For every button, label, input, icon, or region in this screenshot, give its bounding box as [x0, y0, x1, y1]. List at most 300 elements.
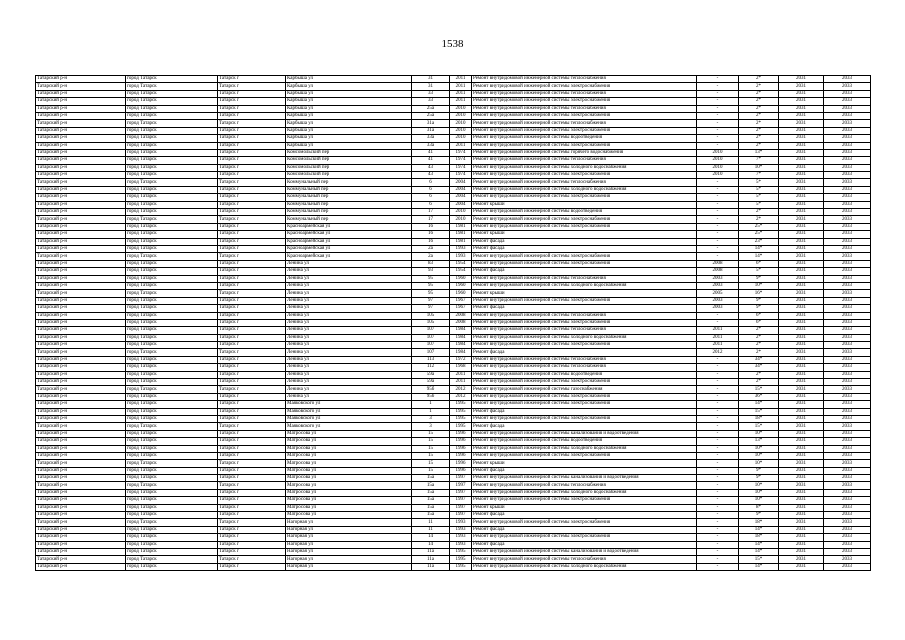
- cell-last-repair-year: 2010: [697, 164, 739, 171]
- cell-build-year: 1995: [450, 556, 472, 563]
- cell-work-type: Ремонт фасада: [472, 305, 697, 312]
- cell-work-type: Ремонт внутридомовой инженерной системы водоотведения: [472, 371, 697, 378]
- cell-house-number: 15а: [412, 475, 450, 482]
- cell-locality: Татарск г: [218, 327, 286, 334]
- cell-district: Татарский р-н: [36, 364, 126, 371]
- cell-locality: Татарск г: [218, 290, 286, 297]
- table-row: [36, 549, 871, 556]
- cell-last-repair-year: 2003: [697, 275, 739, 282]
- cell-plan-end: 2033: [824, 393, 871, 400]
- cell-work-type: Ремонт внутридомовой инженерной системы электроснабжения: [472, 497, 697, 504]
- cell-locality: Татарск г: [218, 149, 286, 156]
- cell-plan-end: 2033: [824, 445, 871, 452]
- cell-district: Татарский р-н: [36, 186, 126, 193]
- cell-district: Татарский р-н: [36, 164, 126, 171]
- cell-settlement: город Татарск: [126, 98, 218, 105]
- table-row: [36, 76, 871, 83]
- cell-settlement: город Татарск: [126, 460, 218, 467]
- cell-plan-end: 2033: [824, 334, 871, 341]
- cell-wear: 2*: [739, 127, 779, 134]
- cell-street: Коммунальный пер: [286, 209, 412, 216]
- table-row: [36, 563, 871, 570]
- cell-district: Татарский р-н: [36, 260, 126, 267]
- cell-wear: 18*: [739, 415, 779, 422]
- cell-locality: Татарск г: [218, 112, 286, 119]
- cell-wear: 6*: [739, 319, 779, 326]
- cell-plan-end: 2033: [824, 223, 871, 230]
- cell-house-number: 43: [412, 164, 450, 171]
- cell-house-number: 6: [412, 179, 450, 186]
- table-row: [36, 556, 871, 563]
- table-row: [36, 364, 871, 371]
- cell-plan-end: 2033: [824, 401, 871, 408]
- cell-district: Татарский р-н: [36, 135, 126, 142]
- table-row: [36, 268, 871, 275]
- cell-district: Татарский р-н: [36, 475, 126, 482]
- cell-plan-end: 2033: [824, 349, 871, 356]
- cell-wear: 9*: [739, 305, 779, 312]
- cell-build-year: 1997: [450, 482, 472, 489]
- cell-plan-end: 2033: [824, 172, 871, 179]
- cell-work-type: Ремонт фасада: [472, 349, 697, 356]
- cell-street: Коммунальный пер: [286, 201, 412, 208]
- cell-plan-end: 2033: [824, 504, 871, 511]
- cell-wear: 5*: [739, 201, 779, 208]
- cell-plan-end: 2033: [824, 290, 871, 297]
- cell-last-repair-year: 2008: [697, 268, 739, 275]
- cell-last-repair-year: -: [697, 379, 739, 386]
- cell-wear: 2*: [739, 83, 779, 90]
- cell-last-repair-year: -: [697, 452, 739, 459]
- cell-work-type: Ремонт внутридомовой инженерной системы электроснабжения: [472, 401, 697, 408]
- cell-house-number: 11: [412, 526, 450, 533]
- cell-build-year: 2008: [450, 319, 472, 326]
- cell-street: Ленина ул: [286, 356, 412, 363]
- cell-build-year: 1974: [450, 164, 472, 171]
- cell-house-number: 105: [412, 319, 450, 326]
- table-row: [36, 526, 871, 533]
- cell-locality: Татарск г: [218, 297, 286, 304]
- cell-street: Матросова ул: [286, 438, 412, 445]
- table-row: [36, 83, 871, 90]
- cell-settlement: город Татарск: [126, 482, 218, 489]
- cell-plan-start: 2031: [779, 534, 824, 541]
- cell-work-type: Ремонт крыши: [472, 460, 697, 467]
- cell-plan-start: 2031: [779, 216, 824, 223]
- cell-district: Татарский р-н: [36, 371, 126, 378]
- cell-last-repair-year: -: [697, 90, 739, 97]
- cell-build-year: 1995: [450, 415, 472, 422]
- cell-settlement: город Татарск: [126, 149, 218, 156]
- cell-settlement: город Татарск: [126, 452, 218, 459]
- cell-locality: Татарск г: [218, 549, 286, 556]
- cell-wear: 8*: [739, 504, 779, 511]
- cell-last-repair-year: -: [697, 504, 739, 511]
- cell-settlement: город Татарск: [126, 497, 218, 504]
- table-row: [36, 452, 871, 459]
- cell-settlement: город Татарск: [126, 275, 218, 282]
- cell-house-number: 6: [412, 194, 450, 201]
- cell-wear: 13*: [739, 438, 779, 445]
- cell-house-number: 95б: [412, 386, 450, 393]
- cell-work-type: Ремонт внутридомовой инженерной системы электроснабжения: [472, 393, 697, 400]
- cell-street: Матросова ул: [286, 482, 412, 489]
- cell-plan-end: 2033: [824, 386, 871, 393]
- table-row: [36, 135, 871, 142]
- cell-last-repair-year: 2011: [697, 334, 739, 341]
- cell-plan-end: 2033: [824, 120, 871, 127]
- table-row: [36, 327, 871, 334]
- cell-plan-start: 2031: [779, 135, 824, 142]
- cell-locality: Татарск г: [218, 415, 286, 422]
- cell-build-year: 2010: [450, 120, 472, 127]
- cell-district: Татарский р-н: [36, 482, 126, 489]
- cell-plan-end: 2033: [824, 216, 871, 223]
- cell-wear: 15*: [739, 386, 779, 393]
- cell-settlement: город Татарск: [126, 349, 218, 356]
- cell-locality: Татарск г: [218, 556, 286, 563]
- cell-district: Татарский р-н: [36, 319, 126, 326]
- cell-district: Татарский р-н: [36, 201, 126, 208]
- cell-settlement: город Татарск: [126, 245, 218, 252]
- cell-street: Комсомольский пер: [286, 157, 412, 164]
- table-row: [36, 164, 871, 171]
- cell-plan-start: 2031: [779, 379, 824, 386]
- cell-plan-end: 2033: [824, 423, 871, 430]
- cell-street: Карбыша ул: [286, 112, 412, 119]
- cell-locality: Татарск г: [218, 98, 286, 105]
- cell-house-number: 2а: [412, 245, 450, 252]
- cell-settlement: город Татарск: [126, 216, 218, 223]
- cell-district: Татарский р-н: [36, 393, 126, 400]
- cell-build-year: 1997: [450, 512, 472, 519]
- cell-street: Ленина ул: [286, 393, 412, 400]
- table-row: [36, 157, 871, 164]
- cell-house-number: 15а: [412, 512, 450, 519]
- cell-house-number: 3: [412, 423, 450, 430]
- cell-settlement: город Татарск: [126, 83, 218, 90]
- cell-plan-end: 2033: [824, 231, 871, 238]
- cell-house-number: 113: [412, 356, 450, 363]
- cell-plan-start: 2031: [779, 386, 824, 393]
- cell-locality: Татарск г: [218, 282, 286, 289]
- cell-settlement: город Татарск: [126, 105, 218, 112]
- cell-build-year: 2004: [450, 201, 472, 208]
- cell-last-repair-year: -: [697, 201, 739, 208]
- cell-plan-end: 2033: [824, 253, 871, 260]
- table-row: [36, 245, 871, 252]
- cell-work-type: Ремонт фасада: [472, 268, 697, 275]
- cell-district: Татарский р-н: [36, 142, 126, 149]
- cell-settlement: город Татарск: [126, 519, 218, 526]
- table-row: [36, 534, 871, 541]
- cell-plan-start: 2031: [779, 231, 824, 238]
- cell-build-year: 2011: [450, 379, 472, 386]
- cell-locality: Татарск г: [218, 142, 286, 149]
- cell-work-type: Ремонт крыши: [472, 201, 697, 208]
- cell-wear: 10*: [739, 460, 779, 467]
- cell-work-type: Ремонт внутридомовой инженерной системы водоотведения: [472, 438, 697, 445]
- cell-house-number: 15: [412, 430, 450, 437]
- cell-wear: 14*: [739, 563, 779, 570]
- cell-plan-start: 2031: [779, 489, 824, 496]
- cell-plan-start: 2031: [779, 504, 824, 511]
- cell-district: Татарский р-н: [36, 223, 126, 230]
- cell-settlement: город Татарск: [126, 475, 218, 482]
- cell-last-repair-year: -: [697, 423, 739, 430]
- cell-last-repair-year: -: [697, 253, 739, 260]
- cell-house-number: 95: [412, 275, 450, 282]
- cell-house-number: 107: [412, 334, 450, 341]
- cell-house-number: 97: [412, 305, 450, 312]
- cell-plan-start: 2031: [779, 90, 824, 97]
- cell-last-repair-year: -: [697, 120, 739, 127]
- cell-plan-start: 2031: [779, 371, 824, 378]
- cell-build-year: 1996: [450, 438, 472, 445]
- cell-district: Татарский р-н: [36, 282, 126, 289]
- cell-plan-end: 2033: [824, 76, 871, 83]
- cell-wear: 18*: [739, 534, 779, 541]
- table-row: [36, 290, 871, 297]
- cell-last-repair-year: -: [697, 401, 739, 408]
- cell-district: Татарский р-н: [36, 157, 126, 164]
- cell-plan-end: 2033: [824, 164, 871, 171]
- cell-house-number: 15: [412, 438, 450, 445]
- cell-build-year: 1993: [450, 245, 472, 252]
- cell-locality: Татарск г: [218, 526, 286, 533]
- cell-locality: Татарск г: [218, 408, 286, 415]
- cell-house-number: 95: [412, 290, 450, 297]
- cell-plan-end: 2033: [824, 201, 871, 208]
- cell-house-number: 33а: [412, 135, 450, 142]
- cell-build-year: 1974: [450, 172, 472, 179]
- cell-house-number: 1: [412, 408, 450, 415]
- cell-house-number: 33: [412, 90, 450, 97]
- cell-settlement: город Татарск: [126, 90, 218, 97]
- table-row: [36, 541, 871, 548]
- cell-district: Татарский р-н: [36, 83, 126, 90]
- cell-plan-start: 2031: [779, 349, 824, 356]
- cell-plan-start: 2031: [779, 238, 824, 245]
- cell-plan-start: 2031: [779, 105, 824, 112]
- cell-locality: Татарск г: [218, 319, 286, 326]
- cell-district: Татарский р-н: [36, 452, 126, 459]
- cell-house-number: 6: [412, 201, 450, 208]
- table-row: [36, 149, 871, 156]
- cell-plan-start: 2031: [779, 393, 824, 400]
- cell-settlement: город Татарск: [126, 297, 218, 304]
- cell-wear: 2*: [739, 327, 779, 334]
- cell-plan-end: 2033: [824, 556, 871, 563]
- cell-plan-end: 2033: [824, 319, 871, 326]
- cell-wear: 9*: [739, 512, 779, 519]
- cell-last-repair-year: 2008: [697, 260, 739, 267]
- cell-work-type: Ремонт внутридомовой инженерной системы теплоснабжения: [472, 179, 697, 186]
- cell-locality: Татарск г: [218, 356, 286, 363]
- cell-street: Коммунальный пер: [286, 194, 412, 201]
- cell-wear: 2*: [739, 76, 779, 83]
- table-row: [36, 497, 871, 504]
- cell-locality: Татарск г: [218, 83, 286, 90]
- cell-settlement: город Татарск: [126, 438, 218, 445]
- cell-locality: Татарск г: [218, 90, 286, 97]
- cell-last-repair-year: 2012: [697, 349, 739, 356]
- cell-street: Матросова ул: [286, 475, 412, 482]
- cell-build-year: 1960: [450, 282, 472, 289]
- cell-settlement: город Татарск: [126, 423, 218, 430]
- cell-last-repair-year: -: [697, 209, 739, 216]
- cell-settlement: город Татарск: [126, 534, 218, 541]
- cell-street: Карбыша ул: [286, 90, 412, 97]
- cell-street: Маяковского ул: [286, 415, 412, 422]
- table-row: [36, 120, 871, 127]
- table-row: [36, 415, 871, 422]
- table-row: [36, 98, 871, 105]
- cell-house-number: 14: [412, 534, 450, 541]
- cell-plan-end: 2033: [824, 379, 871, 386]
- cell-work-type: Ремонт внутридомовой инженерной системы электроснабжения: [472, 194, 697, 201]
- cell-settlement: город Татарск: [126, 489, 218, 496]
- cell-house-number: 15а: [412, 489, 450, 496]
- cell-street: Ленина ул: [286, 319, 412, 326]
- cell-last-repair-year: -: [697, 371, 739, 378]
- cell-plan-start: 2031: [779, 142, 824, 149]
- cell-last-repair-year: -: [697, 135, 739, 142]
- cell-wear: 25*: [739, 231, 779, 238]
- table-row: [36, 349, 871, 356]
- cell-locality: Татарск г: [218, 512, 286, 519]
- cell-plan-start: 2031: [779, 172, 824, 179]
- cell-last-repair-year: -: [697, 356, 739, 363]
- cell-work-type: Ремонт фасада: [472, 245, 697, 252]
- cell-settlement: город Татарск: [126, 334, 218, 341]
- cell-house-number: 59а: [412, 371, 450, 378]
- cell-settlement: город Татарск: [126, 201, 218, 208]
- cell-last-repair-year: -: [697, 563, 739, 570]
- cell-plan-end: 2033: [824, 260, 871, 267]
- cell-locality: Татарск г: [218, 105, 286, 112]
- cell-plan-end: 2033: [824, 194, 871, 201]
- cell-build-year: 1996: [450, 430, 472, 437]
- cell-last-repair-year: -: [697, 475, 739, 482]
- cell-work-type: Ремонт фасада: [472, 512, 697, 519]
- cell-locality: Татарск г: [218, 452, 286, 459]
- cell-plan-start: 2031: [779, 194, 824, 201]
- cell-work-type: Ремонт внутридомовой инженерной системы холодного водоснабжения: [472, 334, 697, 341]
- cell-wear: 10*: [739, 489, 779, 496]
- cell-wear: 34*: [739, 364, 779, 371]
- cell-build-year: 2010: [450, 216, 472, 223]
- cell-house-number: 83: [412, 260, 450, 267]
- table-row: [36, 305, 871, 312]
- table-row: [36, 482, 871, 489]
- cell-work-type: Ремонт внутридомовой инженерной системы электроснабжения: [472, 98, 697, 105]
- cell-wear: 5*: [739, 179, 779, 186]
- cell-work-type: Ремонт внутридомовой инженерной системы электроснабжения: [472, 112, 697, 119]
- cell-work-type: Ремонт внутридомовой инженерной системы канализования и водоотведения: [472, 475, 697, 482]
- cell-settlement: город Татарск: [126, 157, 218, 164]
- cell-build-year: 2012: [450, 393, 472, 400]
- cell-locality: Татарск г: [218, 364, 286, 371]
- cell-last-repair-year: -: [697, 512, 739, 519]
- cell-last-repair-year: -: [697, 386, 739, 393]
- cell-locality: Татарск г: [218, 334, 286, 341]
- cell-house-number: 95: [412, 282, 450, 289]
- cell-plan-end: 2033: [824, 482, 871, 489]
- cell-house-number: 25а: [412, 112, 450, 119]
- cell-district: Татарский р-н: [36, 401, 126, 408]
- cell-work-type: Ремонт внутридомовой инженерной системы электроснабжения: [472, 223, 697, 230]
- cell-district: Татарский р-н: [36, 238, 126, 245]
- cell-wear: 14*: [739, 253, 779, 260]
- cell-street: Матросова ул: [286, 430, 412, 437]
- table-row: [36, 430, 871, 437]
- cell-street: Комсомольский пер: [286, 149, 412, 156]
- cell-build-year: 1993: [450, 253, 472, 260]
- cell-street: Нагорная ул: [286, 541, 412, 548]
- cell-house-number: 6: [412, 186, 450, 193]
- cell-last-repair-year: -: [697, 186, 739, 193]
- table-row: [36, 260, 871, 267]
- cell-wear: 2*: [739, 142, 779, 149]
- cell-work-type: Ремонт внутридомовой инженерной системы теплоснабжения: [472, 120, 697, 127]
- cell-street: Нагорная ул: [286, 519, 412, 526]
- cell-house-number: 105: [412, 312, 450, 319]
- cell-plan-start: 2031: [779, 334, 824, 341]
- cell-plan-start: 2031: [779, 127, 824, 134]
- cell-wear: 10*: [739, 497, 779, 504]
- cell-plan-start: 2031: [779, 445, 824, 452]
- cell-plan-end: 2033: [824, 127, 871, 134]
- cell-locality: Татарск г: [218, 194, 286, 201]
- cell-locality: Татарск г: [218, 401, 286, 408]
- cell-street: Нагорная ул: [286, 556, 412, 563]
- cell-last-repair-year: 2010: [697, 149, 739, 156]
- cell-work-type: Ремонт крыши: [472, 231, 697, 238]
- cell-plan-start: 2031: [779, 149, 824, 156]
- cell-house-number: 25а: [412, 105, 450, 112]
- cell-wear: 18*: [739, 519, 779, 526]
- table-row: [36, 393, 871, 400]
- cell-wear: 14*: [739, 549, 779, 556]
- cell-house-number: 1: [412, 401, 450, 408]
- cell-plan-end: 2033: [824, 364, 871, 371]
- cell-locality: Татарск г: [218, 482, 286, 489]
- cell-locality: Татарск г: [218, 379, 286, 386]
- cell-work-type: Ремонт внутридомовой инженерной системы теплоснабжения: [472, 105, 697, 112]
- cell-work-type: Ремонт внутридомовой инженерной системы электроснабжения: [472, 452, 697, 459]
- cell-plan-start: 2031: [779, 98, 824, 105]
- cell-last-repair-year: 2010: [697, 172, 739, 179]
- cell-house-number: 11а: [412, 556, 450, 563]
- cell-plan-start: 2031: [779, 342, 824, 349]
- cell-build-year: 1993: [450, 541, 472, 548]
- cell-street: Карбыша ул: [286, 105, 412, 112]
- cell-settlement: город Татарск: [126, 268, 218, 275]
- cell-house-number: 31а: [412, 120, 450, 127]
- cell-wear: 13*: [739, 149, 779, 156]
- cell-work-type: Ремонт внутридомовой инженерной системы электроснабжения: [472, 319, 697, 326]
- cell-wear: 15*: [739, 408, 779, 415]
- cell-last-repair-year: -: [697, 142, 739, 149]
- cell-wear: 10*: [739, 452, 779, 459]
- cell-street: Карбыша ул: [286, 127, 412, 134]
- cell-build-year: 1981: [450, 238, 472, 245]
- cell-district: Татарский р-н: [36, 467, 126, 474]
- cell-last-repair-year: 2010: [697, 157, 739, 164]
- cell-settlement: город Татарск: [126, 327, 218, 334]
- table-row: [36, 253, 871, 260]
